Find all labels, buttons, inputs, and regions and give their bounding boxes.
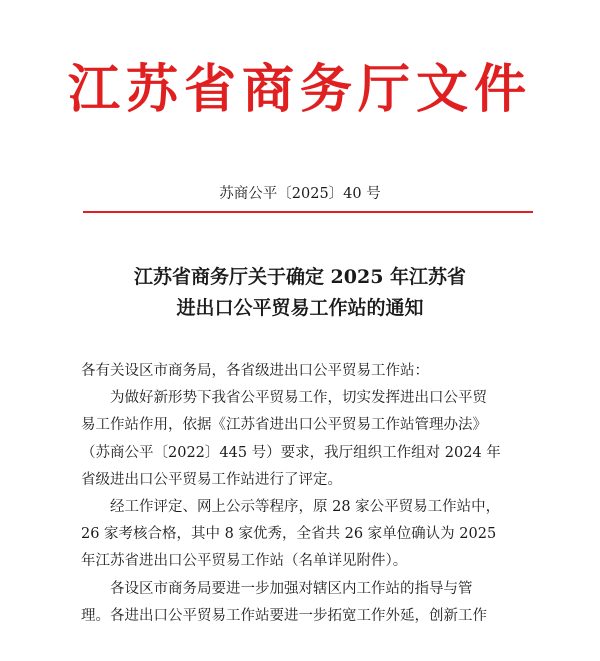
- notice-body: [81, 358, 536, 630]
- paragraph-line: 为做好新形势下我省公平贸易工作，切实发挥进出口公平贸: [110, 390, 487, 407]
- paragraph-line: （苏商公平〔2022〕445 号）要求，我厅组织工作组对 2024 年: [81, 444, 501, 461]
- salutation-line: 各有关设区市商务局，各省级进出口公平贸易工作站：: [81, 363, 429, 379]
- document-number: 苏商公平〔2025〕40 号: [219, 186, 381, 202]
- notice-title-line-1: 江苏省商务厅关于确定 2025 年江苏省: [133, 266, 467, 288]
- notice-title: [0, 262, 600, 324]
- paragraph-line: 各设区市商务局要进一步加强对辖区内工作站的指导与管: [110, 580, 473, 597]
- paragraph-line: 年江苏省进出口公平贸易工作站（名单详见附件）。: [81, 553, 408, 570]
- document-header-title: 江苏省商务厅文件: [67, 59, 532, 120]
- notice-title-line-2: 进出口公平贸易工作站的通知: [176, 297, 424, 319]
- paragraph-line: 26 家考核合格，其中 8 家优秀，全省共 26 家单位确认为 2025: [81, 526, 497, 543]
- paragraph-line: 经工作评定、网上公示等程序，原 28 家公平贸易工作站中，: [110, 498, 501, 515]
- paragraph-line: 易工作站作用，依据《江苏省进出口公平贸易工作站管理办法》: [81, 417, 487, 434]
- paragraph-line: 省级进出口公平贸易工作站进行了评定。: [81, 471, 342, 488]
- red-divider-line: [83, 211, 533, 213]
- paragraph-line: 理。各进出口公平贸易工作站要进一步拓宽工作外延，创新工作: [81, 607, 487, 624]
